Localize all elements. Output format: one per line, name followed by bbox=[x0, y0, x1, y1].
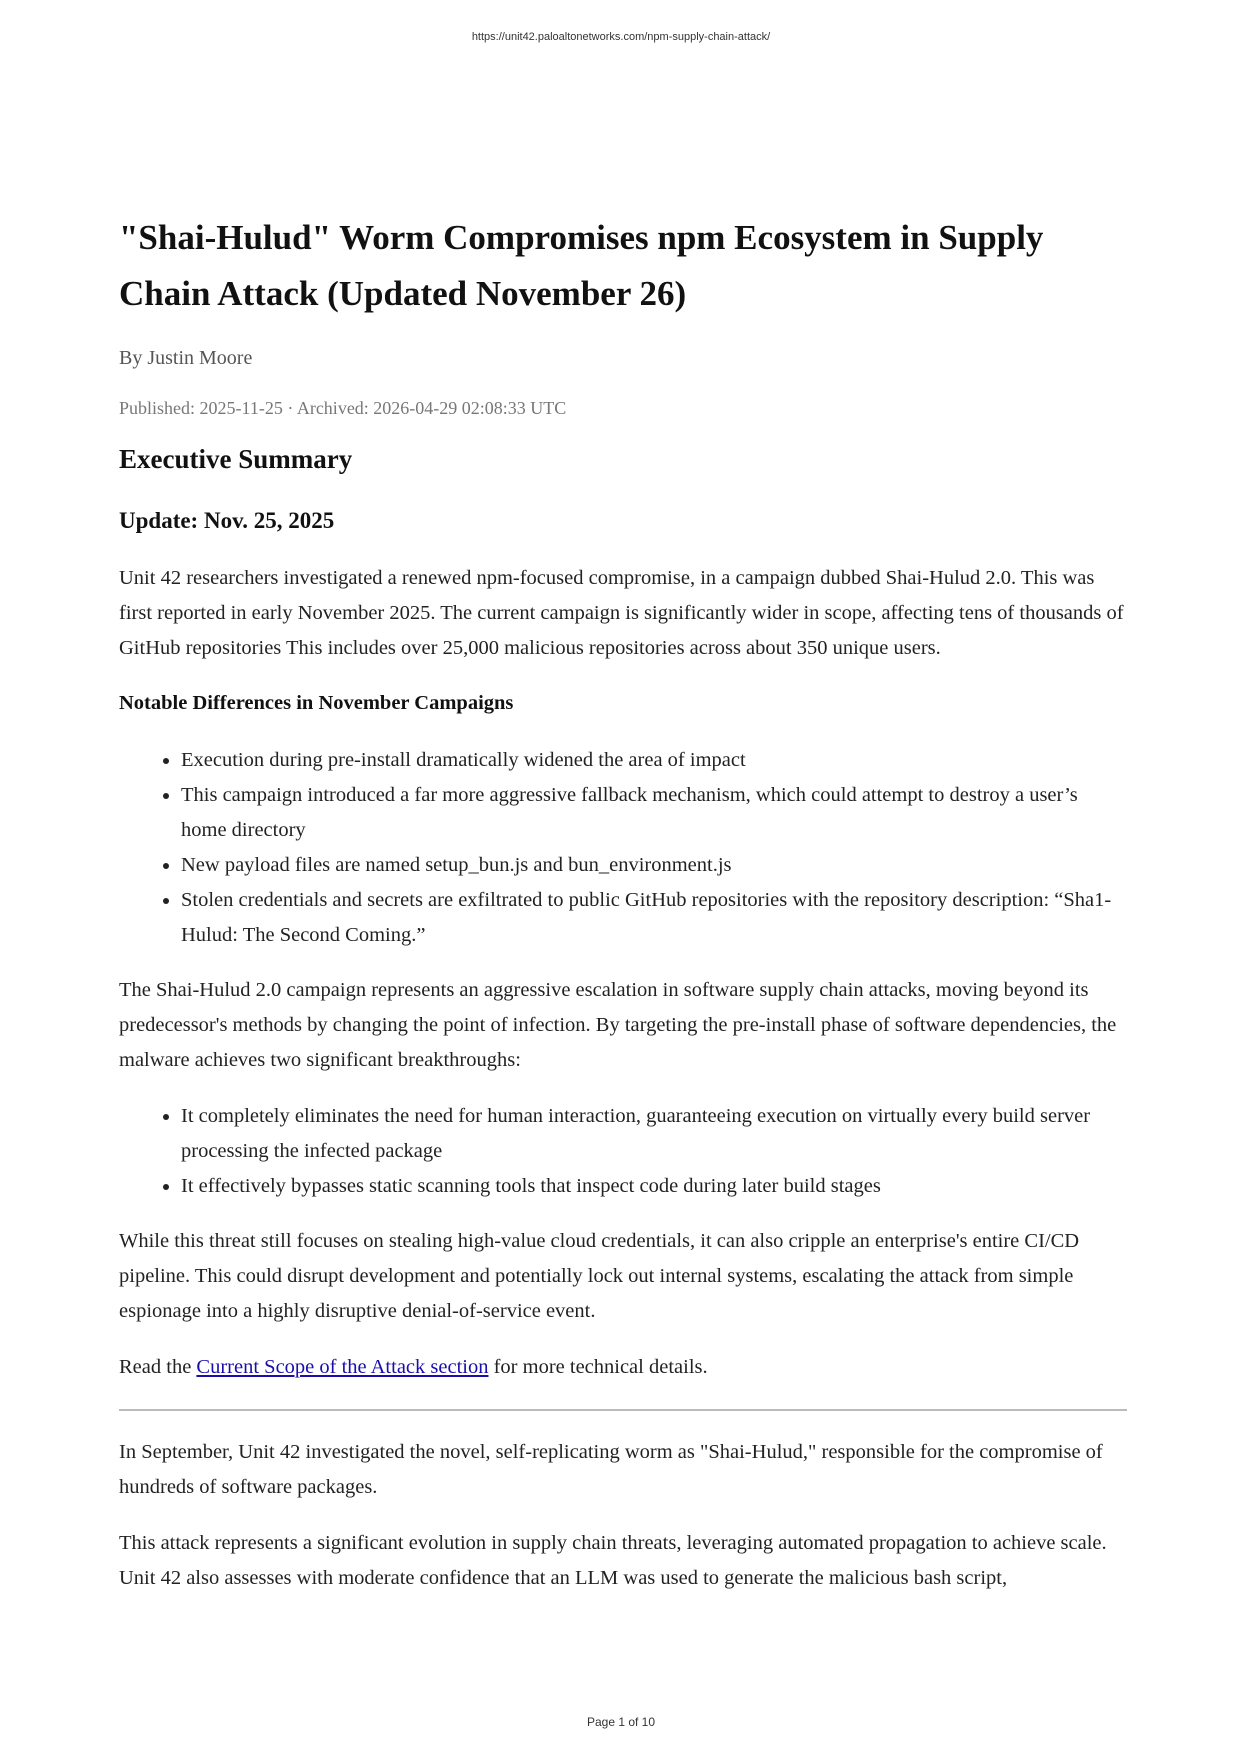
article-title: "Shai-Hulud" Worm Compromises npm Ecosystem in Supply Chain Attack (Updated November 26) bbox=[119, 218, 1044, 313]
read-more-suffix: for more technical details. bbox=[488, 1356, 708, 1378]
list-item: • This campaign introduced a far more aggressive fallback mechanism, which could attempt to destroy a user’s home directory bbox=[181, 778, 1127, 848]
paragraph-intro: Unit 42 researchers investigated a renewed npm-focused compromise, in a campaign dubbed Shai-Hulud 2.0. This was first reported in early November 2025. The current campaign is significantly wider in scope, affecting tens of thousands of GitHub repositories This includes over 25,000 malicious repositories across about 350 unique users. bbox=[119, 567, 1124, 659]
list-item: • Stolen credentials and secrets are exfiltrated to public GitHub repositories with the repository description: “Sha1-Hulud: The Second Coming.” bbox=[181, 883, 1127, 953]
paragraph-september: In September, Unit 42 investigated the novel, self-replicating worm as "Shai-Hulud," responsible for the compromise of hundreds of software packages. bbox=[119, 1441, 1103, 1498]
publish-meta: Published: 2025-11-25 · Archived: 2026-04-29 02:08:33 UTC bbox=[119, 398, 567, 418]
list-item: • Execution during pre-install dramatically widened the area of impact bbox=[181, 743, 1127, 778]
read-more-prefix: Read the bbox=[119, 1356, 197, 1378]
byline: By Justin Moore bbox=[119, 347, 253, 369]
list-item: • New payload files are named setup_bun.js and bun_environment.js bbox=[181, 848, 1127, 883]
current-scope-link[interactable]: Current Scope of the Attack section bbox=[196, 1356, 489, 1378]
article bbox=[119, 210, 1127, 1617]
paragraph-read-more bbox=[119, 1350, 1127, 1385]
breakthroughs-list bbox=[119, 1099, 1127, 1204]
update-heading: Update: Nov. 25, 2025 bbox=[119, 508, 335, 533]
paragraph-escalation: The Shai-Hulud 2.0 campaign represents an aggressive escalation in software supply chain attacks, moving beyond its predecessor's methods by changing the point of infection. By targeting the pre-install phase of software dependencies, the malware achieves two significant breakthroughs: bbox=[119, 979, 1117, 1071]
page-url: https://unit42.paloaltonetworks.com/npm-supply-chain-attack/ bbox=[471, 31, 771, 43]
page-number: Page 1 of 10 bbox=[586, 1715, 656, 1729]
list-item: • It completely eliminates the need for human interaction, guaranteeing execution on virtually every build server processing the infected package bbox=[181, 1099, 1127, 1169]
differences-list bbox=[119, 743, 1127, 953]
notable-differences-heading: Notable Differences in November Campaigns bbox=[119, 692, 514, 714]
list-item: • It effectively bypasses static scanning tools that inspect code during later build stages bbox=[181, 1169, 1127, 1204]
paragraph-evolution: This attack represents a significant evolution in supply chain threats, leveraging automated propagation to achieve scale. Unit 42 also assesses with moderate confidence that an LLM was used to generate the malicious bash script, bbox=[119, 1532, 1107, 1589]
section-heading-executive-summary: Executive Summary bbox=[119, 444, 353, 474]
divider bbox=[119, 1409, 1127, 1411]
paragraph-impact: While this threat still focuses on stealing high-value cloud credentials, it can also cripple an enterprise's entire CI/CD pipeline. This could disrupt development and potentially lock out internal systems, escalating the attack from simple espionage into a highly disruptive denial-of-service event. bbox=[119, 1230, 1080, 1322]
